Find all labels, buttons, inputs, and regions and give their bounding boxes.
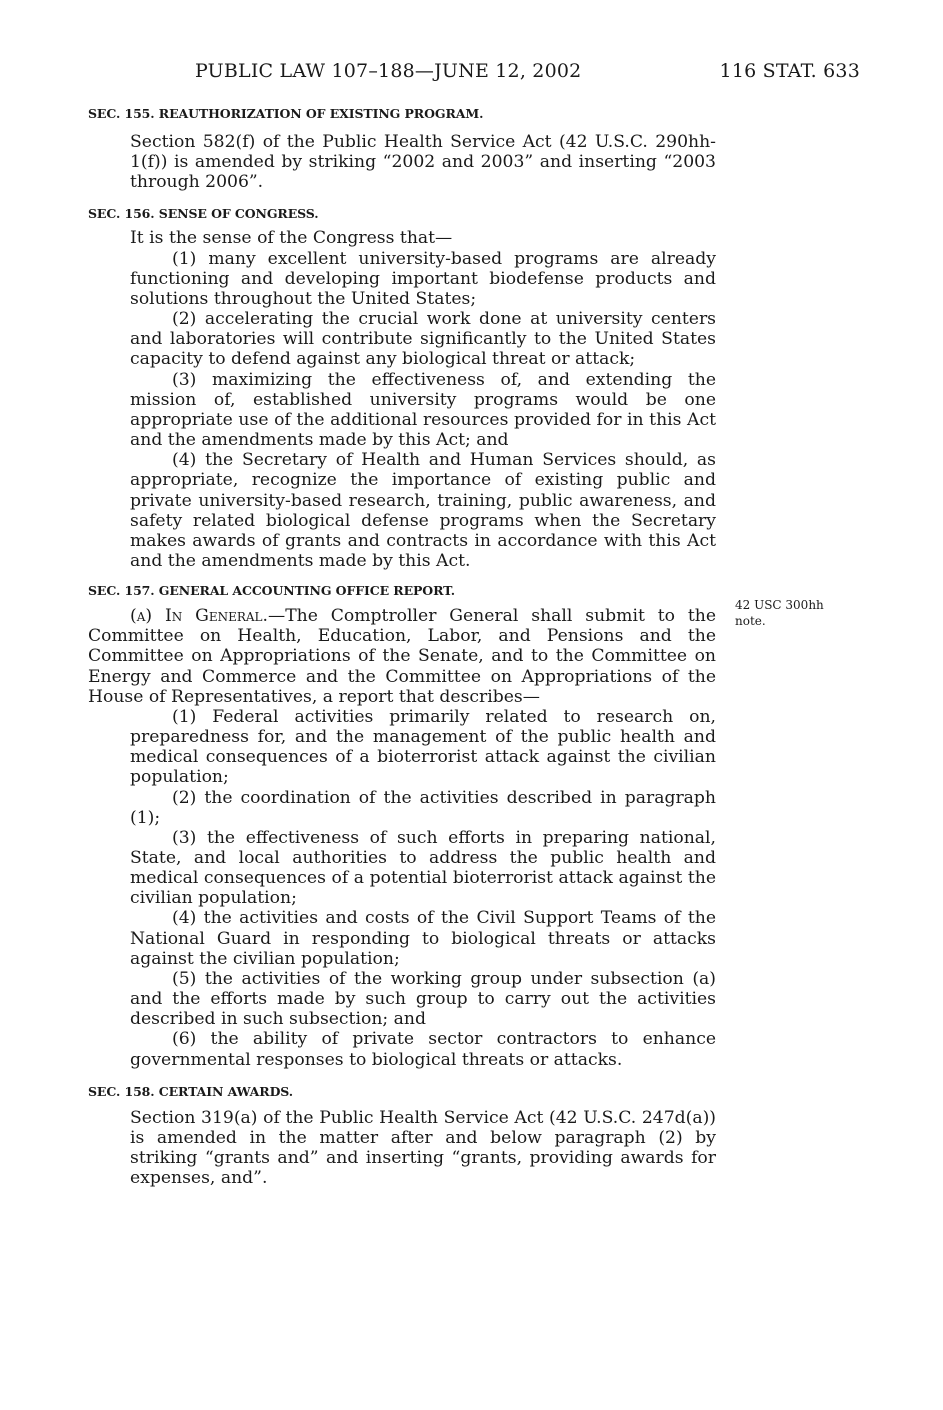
header-title: PUBLIC LAW 107–188—JUNE 12, 2002 — [195, 60, 582, 82]
section-157-item-1: (1) Federal activities primarily related to research on, preparedness for, and the management of the public health and medical consequences of a bioterrorist attack against the civilian population; — [130, 706, 716, 788]
margin-note: 42 USC 300hh note. — [735, 598, 824, 628]
section-156-item-1: (1) many excellent university-based programs are already functioning and developing important biodefense products and solutions throughout the United States; — [130, 248, 716, 309]
section-157-subsection-a — [88, 606, 716, 707]
section-156-item-2: (2) accelerating the crucial work done at university centers and laboratories will contribute significantly to the United States capacity to defend against any biological threat or attack; — [130, 309, 716, 370]
section-158-text: Section 319(a) of the Public Health Service Act (42 U.S.C. 247d(a)) is amended in the matter after and below paragraph (2) by striking “grants and” and inserting “grants, providing awards for expenses, and”. — [130, 1107, 716, 1189]
section-156-heading: SEC. 156. SENSE OF CONGRESS. — [88, 206, 319, 222]
section-158-heading: SEC. 158. CERTAIN AWARDS. — [88, 1083, 294, 1099]
section-157-items — [88, 707, 716, 1070]
section-155-heading: SEC. 155. REAUTHORIZATION OF EXISTING PROGRAM. — [88, 106, 484, 121]
section-156-body — [88, 228, 716, 571]
section-155-text: Section 582(f) of the Public Health Service Act (42 U.S.C. 290hh-1(f)) is amended by striking “2002 and 2003” and inserting “2003 through 2006”. — [130, 132, 716, 193]
section-157-item-3: (3) the effectiveness of such efforts in preparing national, State, and local authorities to address the public health and medical consequences of a potential bioterrorist attack against the civilian population; — [130, 827, 716, 909]
section-157-item-4: (4) the activities and costs of the Civil Support Teams of the National Guard in responding to biological threats or attacks against the civilian population; — [130, 908, 716, 969]
subsection-a-text: —The Comptroller General shall submit to the Committee on Health, Education, Labor, and Pensions and the Committee on Appropriations of the Senate, and to the Committee on Energy and Commerce and the Committee on Appropriations of the House of Representatives, a report that describes— — [88, 606, 716, 707]
section-157-item-5: (5) the activities of the working group under subsection (a) and the efforts made by such group to carry out the activities described in such subsection; and — [130, 968, 716, 1030]
section-157-item-6: (6) the ability of private sector contractors to enhance governmental responses to biological threats or attacks. — [130, 1029, 716, 1070]
document-body — [88, 104, 716, 1188]
running-header — [195, 60, 860, 86]
subsection-a-label: (a) In General. — [130, 606, 268, 627]
section-156-item-3: (3) maximizing the effectiveness of, and extending the mission of, established university programs would be one appropriate use of the additional resources provided for in this Act and the amendments made by this Act; and — [130, 369, 716, 451]
section-157-heading: SEC. 157. GENERAL ACCOUNTING OFFICE REPORT. — [88, 583, 456, 599]
section-156-item-4: (4) the Secretary of Health and Human Services should, as appropriate, recognize the importance of existing public and private university-based research, training, public awareness, and safety related biological defense programs when the Secretary makes awards of grants and contracts in accordance with this Act and the amendments made by this Act. — [130, 450, 716, 571]
section-156-intro: It is the sense of the Congress that— — [130, 228, 453, 249]
statute-page-number: 116 STAT. 633 — [719, 60, 860, 82]
section-157-item-2: (2) the coordination of the activities described in paragraph (1); — [130, 787, 716, 828]
